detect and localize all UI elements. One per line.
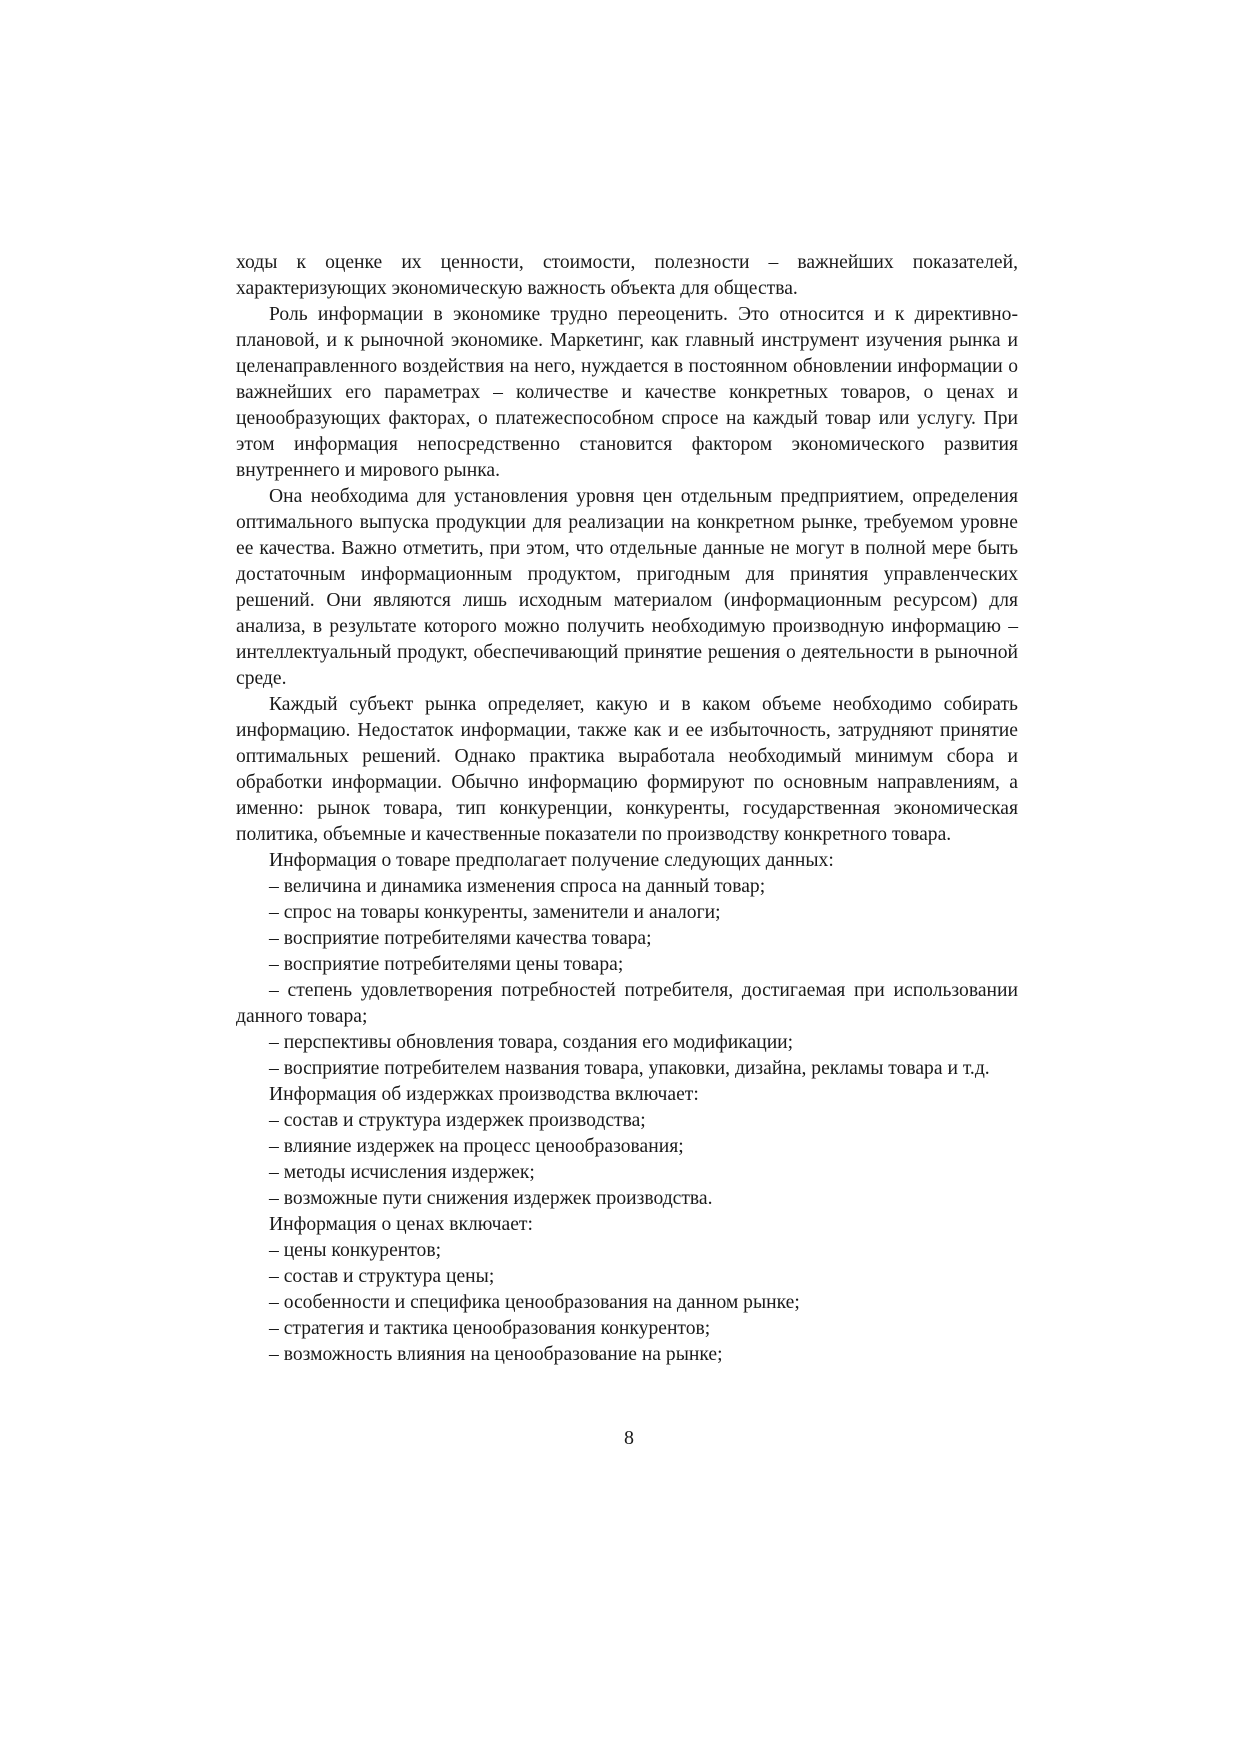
list-item: – цены конкурентов; — [269, 1240, 442, 1261]
list-item: – степень удовлетворения потребностей потребителя, достигаемая при использовании данного товара; — [236, 980, 1018, 1027]
product-info-intro: Информация о товаре предполагает получение следующих данных: — [269, 850, 834, 871]
list-item: – особенности и специфика ценообразования на данном рынке; — [269, 1292, 800, 1313]
list-item: – состав и структура цены; — [269, 1266, 495, 1287]
paragraph-market-subject: Каждый субъект рынка определяет, какую и в каком объеме необходимо собирать информацию. Недостаток информации, также как и ее избыточность, затрудняют принятие оптимальных решений. Однако практика выработала необходимый минимум сбора и обработки информации. Обычно информацию формируют по основным направлениям, а именно: рынок товара, тип конкуренции, конкуренты, государственная экономическая политика, объемные и качественные показатели по производству конкретного товара. — [236, 694, 1018, 845]
paragraph-price-levels: Она необходима для установления уровня цен отдельным предприятием, определения оптимального выпуска продукции для реализации на конкретном рынке, требуемом уровне ее качества. Важно отметить, при этом, что отдельные данные не могут в полной мере быть достаточным информационным продуктом, пригодным для принятия управленческих решений. Они являются лишь исходным материалом (информационным ресурсом) для анализа, в результате которого можно получить необходимую производную информацию – интеллектуальный продукт, обеспечивающий принятие решения о деятельности в рыночной среде. — [236, 486, 1018, 689]
list-item: – методы исчисления издержек; — [269, 1162, 535, 1183]
cost-info-intro: Информация об издержках производства включает: — [269, 1084, 699, 1105]
page-number: 8 — [624, 1427, 634, 1449]
list-item: – восприятие потребителями качества товара; — [269, 928, 652, 949]
list-item: – состав и структура издержек производства; — [269, 1110, 646, 1131]
paragraph-continuation: ходы к оценке их ценности, стоимости, полезности – важнейших показателей, характеризующих экономическую важность объекта для общества. — [236, 252, 1018, 299]
list-item: – величина и динамика изменения спроса на данный товар; — [269, 876, 766, 897]
page-body — [236, 250, 1018, 1368]
list-item: – восприятие потребителем названия товара, упаковки, дизайна, рекламы товара и т.д. — [269, 1058, 990, 1079]
list-item: – восприятие потребителями цены товара; — [269, 954, 624, 975]
price-info-intro: Информация о ценах включает: — [269, 1214, 533, 1235]
list-item: – возможность влияния на ценообразование на рынке; — [269, 1344, 723, 1365]
list-item: – спрос на товары конкуренты, заменители и аналоги; — [269, 902, 721, 923]
paragraph-role-of-information: Роль информации в экономике трудно переоценить. Это относится и к директивно-плановой, и к рыночной экономике. Маркетинг, как главный инструмент изучения рынка и целенаправленного воздействия на него, нуждается в постоянном обновлении информации о важнейших его параметрах – количестве и качестве конкретных товаров, о ценах и ценообразующих факторах, о платежеспособном спросе на каждый товар или услугу. При этом информация непосредственно становится фактором экономического развития внутреннего и мирового рынка. — [236, 304, 1018, 481]
list-item: – возможные пути снижения издержек производства. — [269, 1188, 713, 1209]
list-item: – стратегия и тактика ценообразования конкурентов; — [269, 1318, 711, 1339]
list-item: – перспективы обновления товара, создания его модификации; — [269, 1032, 794, 1053]
list-item: – влияние издержек на процесс ценообразования; — [269, 1136, 684, 1157]
